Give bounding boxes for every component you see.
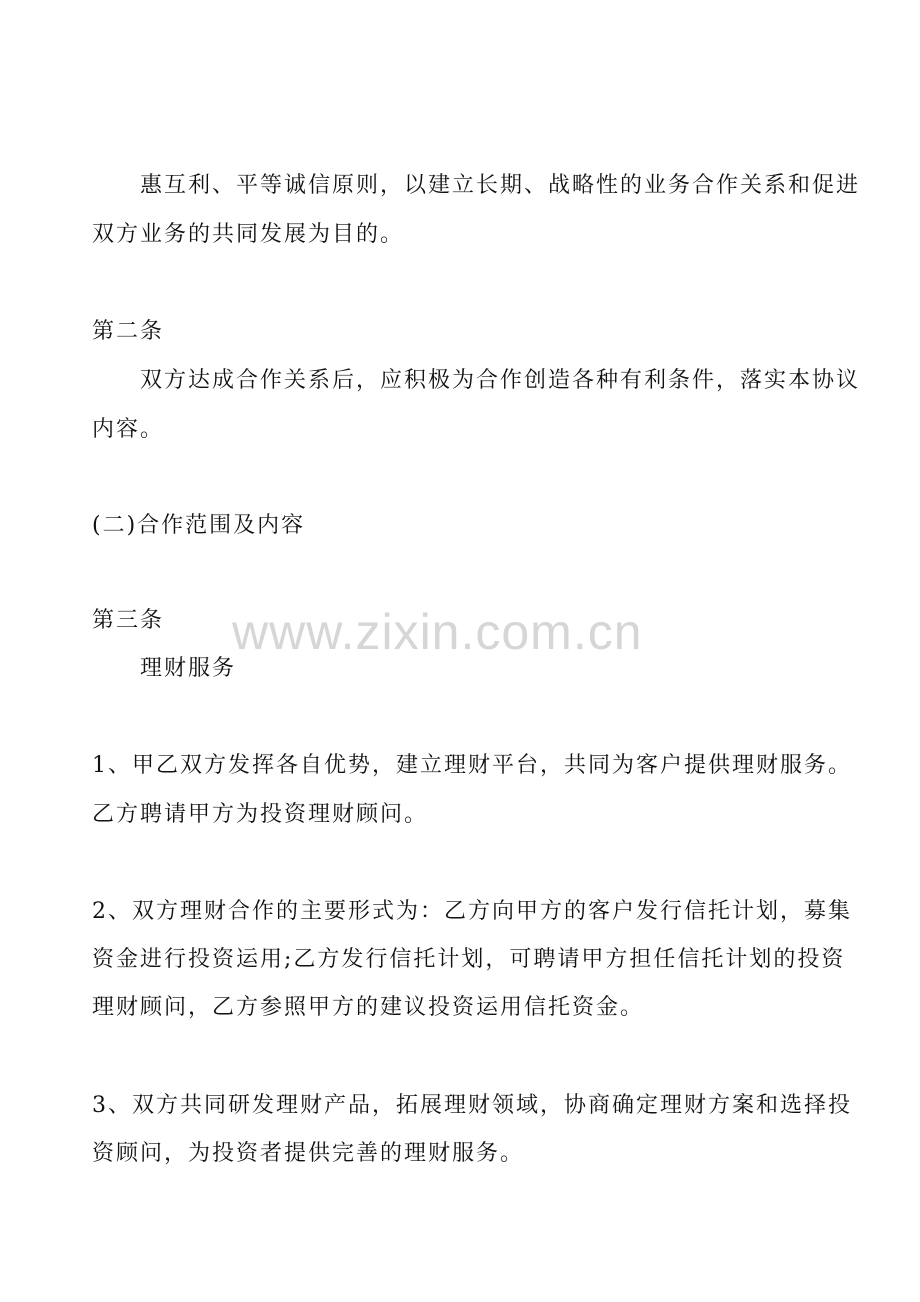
paragraph-1-line-2: 双方业务的共同发展为目的。 (92, 222, 405, 247)
item-1-line-1: 1、甲乙双方发挥各自优势，建立理财平台，共同为客户提供理财服务。 (92, 753, 852, 778)
paragraph-2-line-2: 内容。 (92, 417, 165, 442)
item-2-line-1: 2、双方理财合作的主要形式为：乙方向甲方的客户发行信托计划，募集 (92, 899, 852, 924)
article-3-subtitle: 理财服务 (140, 656, 237, 681)
article-3-heading: 第三条 (92, 608, 165, 633)
item-3-line-2: 资顾问，为投资者提供完善的理财服务。 (92, 1141, 525, 1166)
article-2-heading: 第二条 (92, 319, 165, 344)
section-2-heading: (二)合作范围及内容 (92, 513, 306, 538)
item-2-line-2: 资金进行投资运用;乙方发行信托计划，可聘请甲方担任信托计划的投资 (92, 947, 846, 972)
paragraph-2-line-1: 双方达成合作关系后，应积极为合作创造各种有利条件，落实本协议 (140, 368, 861, 393)
item-2-line-3: 理财顾问，乙方参照甲方的建议投资运用信托资金。 (92, 995, 645, 1020)
paragraph-1-line-1: 惠互利、平等诚信原则，以建立长期、战略性的业务合作关系和促进 (140, 173, 861, 198)
item-3-line-1: 3、双方共同研发理财产品，拓展理财领域，协商确定理财方案和选择投 (92, 1093, 852, 1118)
item-1-line-2: 乙方聘请甲方为投资理财顾问。 (92, 802, 429, 827)
watermark: www.zixin.com.cn (232, 604, 643, 660)
